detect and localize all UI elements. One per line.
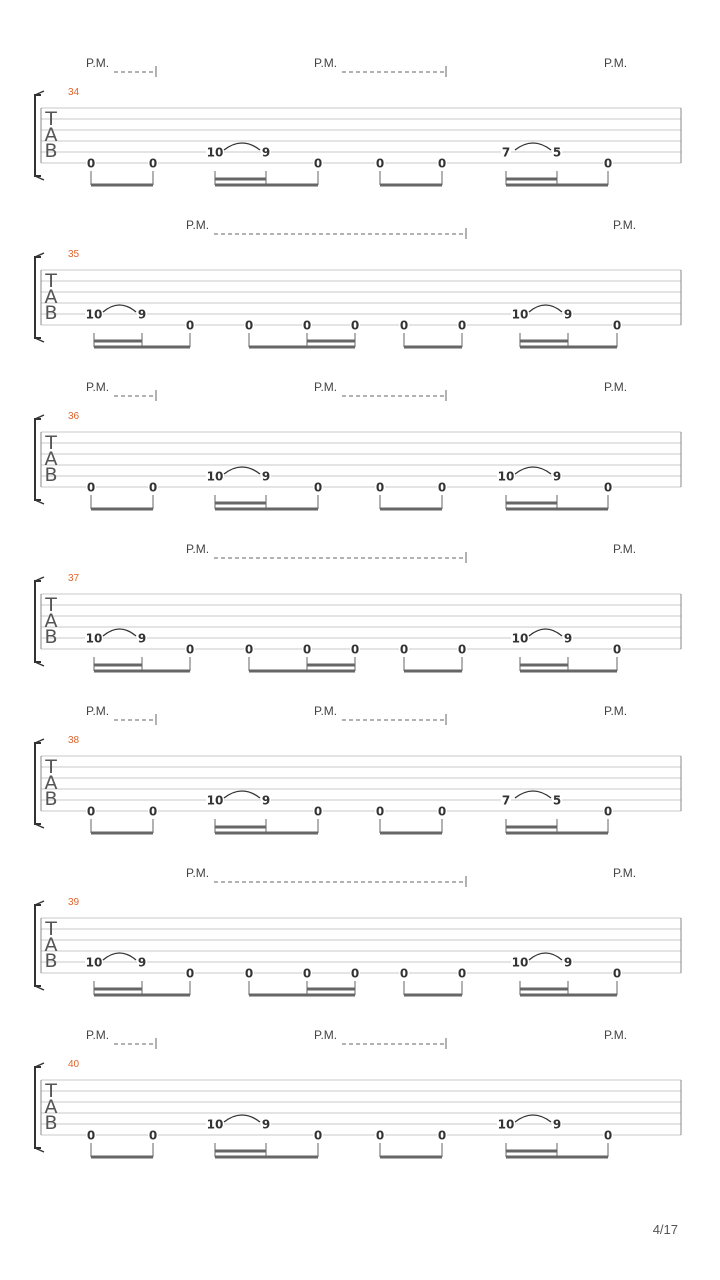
- fret-number: 9: [261, 145, 271, 160]
- fret-number: 9: [261, 793, 271, 808]
- tie-arc: [529, 953, 562, 960]
- tab-clef-letter: A: [44, 1096, 58, 1118]
- measure-number: 38: [68, 735, 80, 746]
- palm-mute-label: P.M.: [86, 704, 110, 718]
- tie-arc: [103, 305, 136, 312]
- fret-number: 10: [206, 145, 224, 160]
- tab-clef-letter: B: [44, 950, 58, 972]
- palm-mute-label: P.M.: [314, 1028, 338, 1042]
- bracket-hooks: [35, 739, 44, 828]
- system-bracket: [35, 95, 41, 176]
- system-bracket: [35, 1067, 41, 1148]
- system-bracket: [35, 257, 41, 338]
- palm-mute-label: P.M.: [604, 704, 628, 718]
- fret-number: 0: [244, 966, 254, 981]
- fret-number: 0: [437, 804, 447, 819]
- fret-number: 0: [185, 642, 195, 657]
- fret-number: 0: [399, 318, 409, 333]
- fret-number: 5: [552, 793, 562, 808]
- fret-number: 0: [375, 156, 385, 171]
- fret-number: 0: [603, 1128, 613, 1143]
- fret-number: 10: [497, 1117, 515, 1132]
- tab-system: [35, 542, 681, 671]
- fret-number: 10: [206, 793, 224, 808]
- fret-number: 0: [375, 804, 385, 819]
- palm-mute-label: P.M.: [604, 380, 628, 394]
- tab-clef-letter: A: [44, 934, 58, 956]
- tie-arc: [224, 143, 260, 150]
- measure-number: 40: [68, 1059, 80, 1070]
- fret-number: 0: [86, 156, 96, 171]
- fret-number: 0: [375, 480, 385, 495]
- palm-mute-label: P.M.: [314, 704, 338, 718]
- fret-number: 10: [511, 955, 529, 970]
- fret-number: 9: [137, 955, 147, 970]
- fret-number: 10: [206, 469, 224, 484]
- tie-arc: [515, 143, 551, 150]
- tab-clef-letter: B: [44, 788, 58, 810]
- fret-number: 0: [457, 318, 467, 333]
- fret-number: 10: [85, 631, 103, 646]
- tie-arc: [529, 305, 562, 312]
- fret-number: 0: [313, 804, 323, 819]
- tab-clef-letter: B: [44, 1112, 58, 1134]
- tie-arc: [515, 467, 551, 474]
- fret-number: 10: [497, 469, 515, 484]
- fret-number: 0: [313, 156, 323, 171]
- fret-number: 0: [302, 966, 312, 981]
- bracket-hooks: [35, 901, 44, 990]
- fret-number: 0: [313, 480, 323, 495]
- palm-mute-label: P.M.: [314, 56, 338, 70]
- fret-number: 0: [313, 1128, 323, 1143]
- fret-number: 9: [261, 1117, 271, 1132]
- tie-arc: [515, 791, 551, 798]
- fret-number: 0: [612, 318, 622, 333]
- tab-clef-letter: A: [44, 286, 58, 308]
- tie-arc: [529, 629, 562, 636]
- bracket-hooks: [35, 253, 44, 342]
- tab-clef-letter: A: [44, 448, 58, 470]
- fret-number: 0: [148, 480, 158, 495]
- fret-number: 0: [86, 480, 96, 495]
- fret-number: 10: [511, 307, 529, 322]
- tab-system: [35, 704, 681, 833]
- tie-arc: [224, 467, 260, 474]
- palm-mute-label: P.M.: [86, 1028, 110, 1042]
- tab-clef-letter: T: [45, 594, 57, 616]
- tab-clef-letter: A: [44, 610, 58, 632]
- fret-number: 9: [261, 469, 271, 484]
- tab-system: [35, 218, 681, 347]
- palm-mute-label: P.M.: [314, 380, 338, 394]
- measure-number: 34: [68, 87, 80, 98]
- fret-number: 0: [437, 1128, 447, 1143]
- fret-number: 0: [457, 966, 467, 981]
- bracket-hooks: [35, 1063, 44, 1152]
- measure-number: 37: [68, 573, 80, 584]
- fret-number: 0: [185, 966, 195, 981]
- fret-number: 0: [86, 1128, 96, 1143]
- fret-number: 0: [603, 480, 613, 495]
- fret-number: 0: [437, 480, 447, 495]
- palm-mute-label: P.M.: [86, 56, 110, 70]
- fret-number: 9: [552, 469, 562, 484]
- fret-number: 0: [399, 966, 409, 981]
- tab-clef-letter: T: [45, 1080, 57, 1102]
- fret-number: 0: [612, 966, 622, 981]
- fret-number: 0: [244, 318, 254, 333]
- fret-number: 9: [137, 307, 147, 322]
- palm-mute-label: P.M.: [186, 218, 210, 232]
- tab-clef-letter: T: [45, 756, 57, 778]
- fret-number: 7: [501, 793, 511, 808]
- palm-mute-label: P.M.: [604, 56, 628, 70]
- palm-mute-label: P.M.: [613, 542, 637, 556]
- fret-number: 0: [350, 966, 360, 981]
- fret-number: 0: [375, 1128, 385, 1143]
- fret-number: 0: [457, 642, 467, 657]
- tab-system: [35, 866, 681, 995]
- tab-system: [35, 380, 681, 509]
- bracket-hooks: [35, 577, 44, 666]
- tie-arc: [224, 791, 260, 798]
- fret-number: 0: [603, 156, 613, 171]
- tie-arc: [103, 953, 136, 960]
- fret-number: 9: [563, 307, 573, 322]
- tie-arc: [515, 1115, 551, 1122]
- tab-clef-letter: T: [45, 270, 57, 292]
- system-bracket: [35, 743, 41, 824]
- fret-number: 10: [206, 1117, 224, 1132]
- fret-number: 0: [302, 318, 312, 333]
- fret-number: 9: [563, 955, 573, 970]
- page-number: 4/17: [652, 1222, 678, 1237]
- fret-number: 0: [350, 642, 360, 657]
- tab-clef-letter: T: [45, 432, 57, 454]
- fret-number: 10: [85, 307, 103, 322]
- tab-clef-letter: A: [44, 124, 58, 146]
- tab-clef-letter: B: [44, 140, 58, 162]
- fret-number: 0: [603, 804, 613, 819]
- fret-number: 0: [185, 318, 195, 333]
- fret-number: 10: [85, 955, 103, 970]
- fret-number: 0: [148, 804, 158, 819]
- fret-number: 0: [350, 318, 360, 333]
- fret-number: 0: [244, 642, 254, 657]
- tab-clef-letter: B: [44, 302, 58, 324]
- system-bracket: [35, 905, 41, 986]
- bracket-hooks: [35, 415, 44, 504]
- palm-mute-label: P.M.: [186, 542, 210, 556]
- palm-mute-label: P.M.: [186, 866, 210, 880]
- tab-system: [35, 56, 681, 185]
- tab-clef-letter: A: [44, 772, 58, 794]
- palm-mute-label: P.M.: [604, 1028, 628, 1042]
- system-bracket: [35, 419, 41, 500]
- fret-number: 0: [612, 642, 622, 657]
- tab-system: [35, 1028, 681, 1157]
- tie-arc: [224, 1115, 260, 1122]
- fret-number: 0: [148, 156, 158, 171]
- fret-number: 9: [552, 1117, 562, 1132]
- tie-arc: [103, 629, 136, 636]
- fret-number: 7: [501, 145, 511, 160]
- measure-number: 39: [68, 897, 80, 908]
- fret-number: 0: [148, 1128, 158, 1143]
- palm-mute-label: P.M.: [613, 218, 637, 232]
- tab-clef-letter: T: [45, 918, 57, 940]
- tab-clef-letter: B: [44, 626, 58, 648]
- fret-number: 10: [511, 631, 529, 646]
- fret-number: 0: [399, 642, 409, 657]
- fret-number: 0: [86, 804, 96, 819]
- system-bracket: [35, 581, 41, 662]
- bracket-hooks: [35, 91, 44, 180]
- fret-number: 5: [552, 145, 562, 160]
- palm-mute-label: P.M.: [613, 866, 637, 880]
- fret-number: 0: [302, 642, 312, 657]
- measure-number: 35: [68, 249, 80, 260]
- fret-number: 0: [437, 156, 447, 171]
- tab-clef-letter: T: [45, 108, 57, 130]
- tab-clef-letter: B: [44, 464, 58, 486]
- palm-mute-label: P.M.: [86, 380, 110, 394]
- measure-number: 36: [68, 411, 80, 422]
- fret-number: 9: [137, 631, 147, 646]
- fret-number: 9: [563, 631, 573, 646]
